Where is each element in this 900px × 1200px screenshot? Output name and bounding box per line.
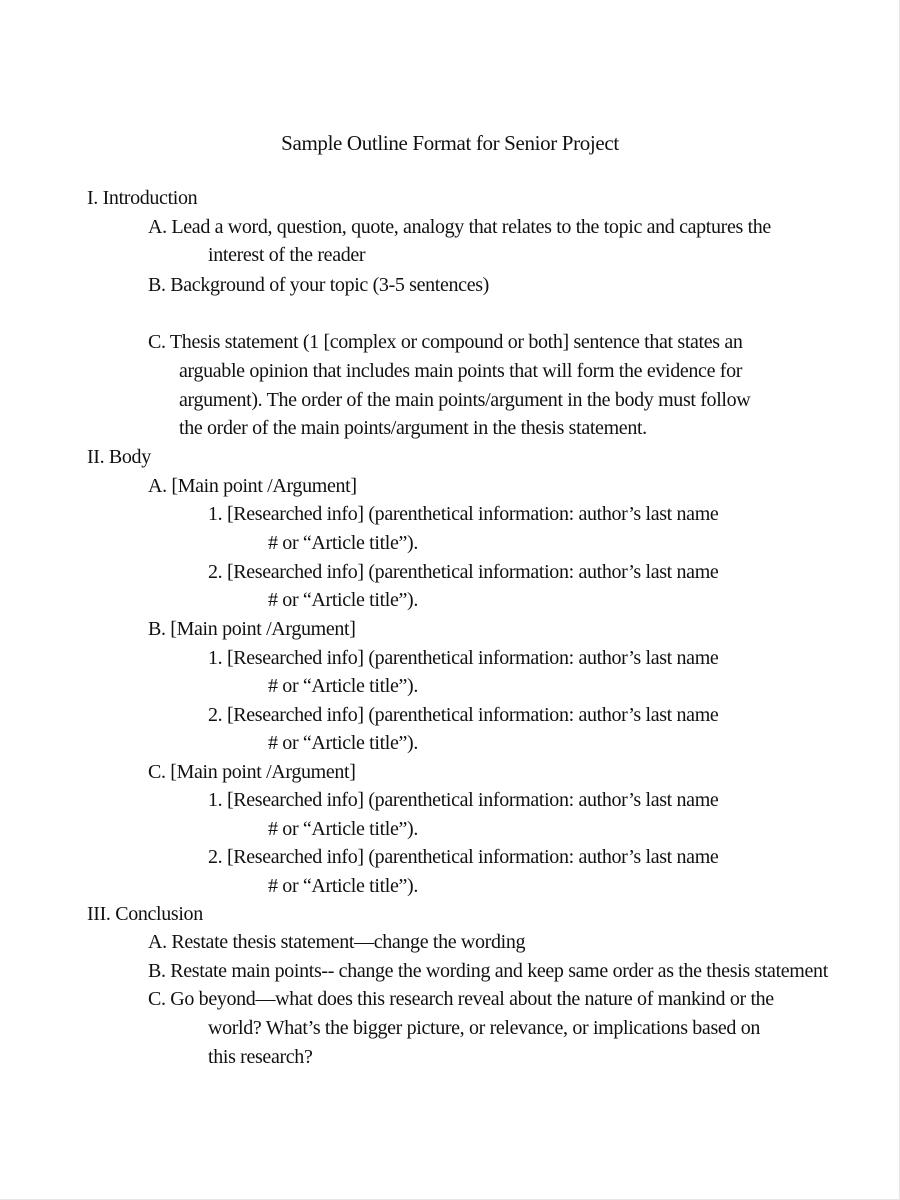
conclusion-item-c-line-3: this research? [208, 1046, 313, 1068]
intro-item-b-line-1: B. Background of your topic (3-5 sentences) [148, 274, 489, 296]
body-item-a-label: A. [Main point /Argument] [148, 475, 357, 497]
body-a-sub-1-line-2: # or “Article title”). [268, 532, 419, 554]
body-b-sub-2-line-1: 2. [Researched info] (parenthetical information: author’s last name [208, 704, 719, 726]
conclusion-item-c-line-1: C. Go beyond—what does this research reveal about the nature of mankind or the [148, 988, 774, 1010]
intro-item-a-line-2: interest of the reader [208, 244, 366, 266]
body-b-sub-1-line-1: 1. [Researched info] (parenthetical information: author’s last name [208, 647, 719, 669]
body-c-sub-1-line-2: # or “Article title”). [268, 818, 419, 840]
intro-item-c-line-4: the order of the main points/argument in the thesis statement. [179, 417, 647, 439]
conclusion-item-c-line-2: world? What’s the bigger picture, or relevance, or implications based on [208, 1017, 761, 1039]
section-heading-conclusion: III. Conclusion [87, 903, 203, 925]
body-b-sub-2-line-2: # or “Article title”). [268, 732, 419, 754]
body-c-sub-2-line-2: # or “Article title”). [268, 875, 419, 897]
body-item-b-label: B. [Main point /Argument] [148, 618, 356, 640]
body-item-c-label: C. [Main point /Argument] [148, 761, 356, 783]
intro-item-a-line-1: A. Lead a word, question, quote, analogy that relates to the topic and captures the [148, 216, 771, 238]
intro-item-c-line-2: arguable opinion that includes main points that will form the evidence for [179, 360, 743, 382]
conclusion-item-b-line-1: B. Restate main points-- change the wording and keep same order as the thesis statement [148, 960, 828, 982]
section-heading-introduction: I. Introduction [87, 187, 198, 209]
intro-item-c-line-3: argument). The order of the main points/argument in the body must follow [179, 389, 751, 411]
body-a-sub-2-line-2: # or “Article title”). [268, 589, 419, 611]
body-c-sub-1-line-1: 1. [Researched info] (parenthetical information: author’s last name [208, 789, 719, 811]
page-title: Sample Outline Format for Senior Project [281, 131, 619, 155]
section-heading-body: II. Body [87, 446, 151, 468]
body-c-sub-2-line-1: 2. [Researched info] (parenthetical information: author’s last name [208, 846, 719, 868]
body-a-sub-2-line-1: 2. [Researched info] (parenthetical information: author’s last name [208, 561, 719, 583]
intro-item-c-line-1: C. Thesis statement (1 [complex or compound or both] sentence that states an [148, 331, 743, 353]
body-b-sub-1-line-2: # or “Article title”). [268, 675, 419, 697]
body-a-sub-1-line-1: 1. [Researched info] (parenthetical information: author’s last name [208, 503, 719, 525]
conclusion-item-a-line-1: A. Restate thesis statement—change the wording [148, 931, 526, 953]
